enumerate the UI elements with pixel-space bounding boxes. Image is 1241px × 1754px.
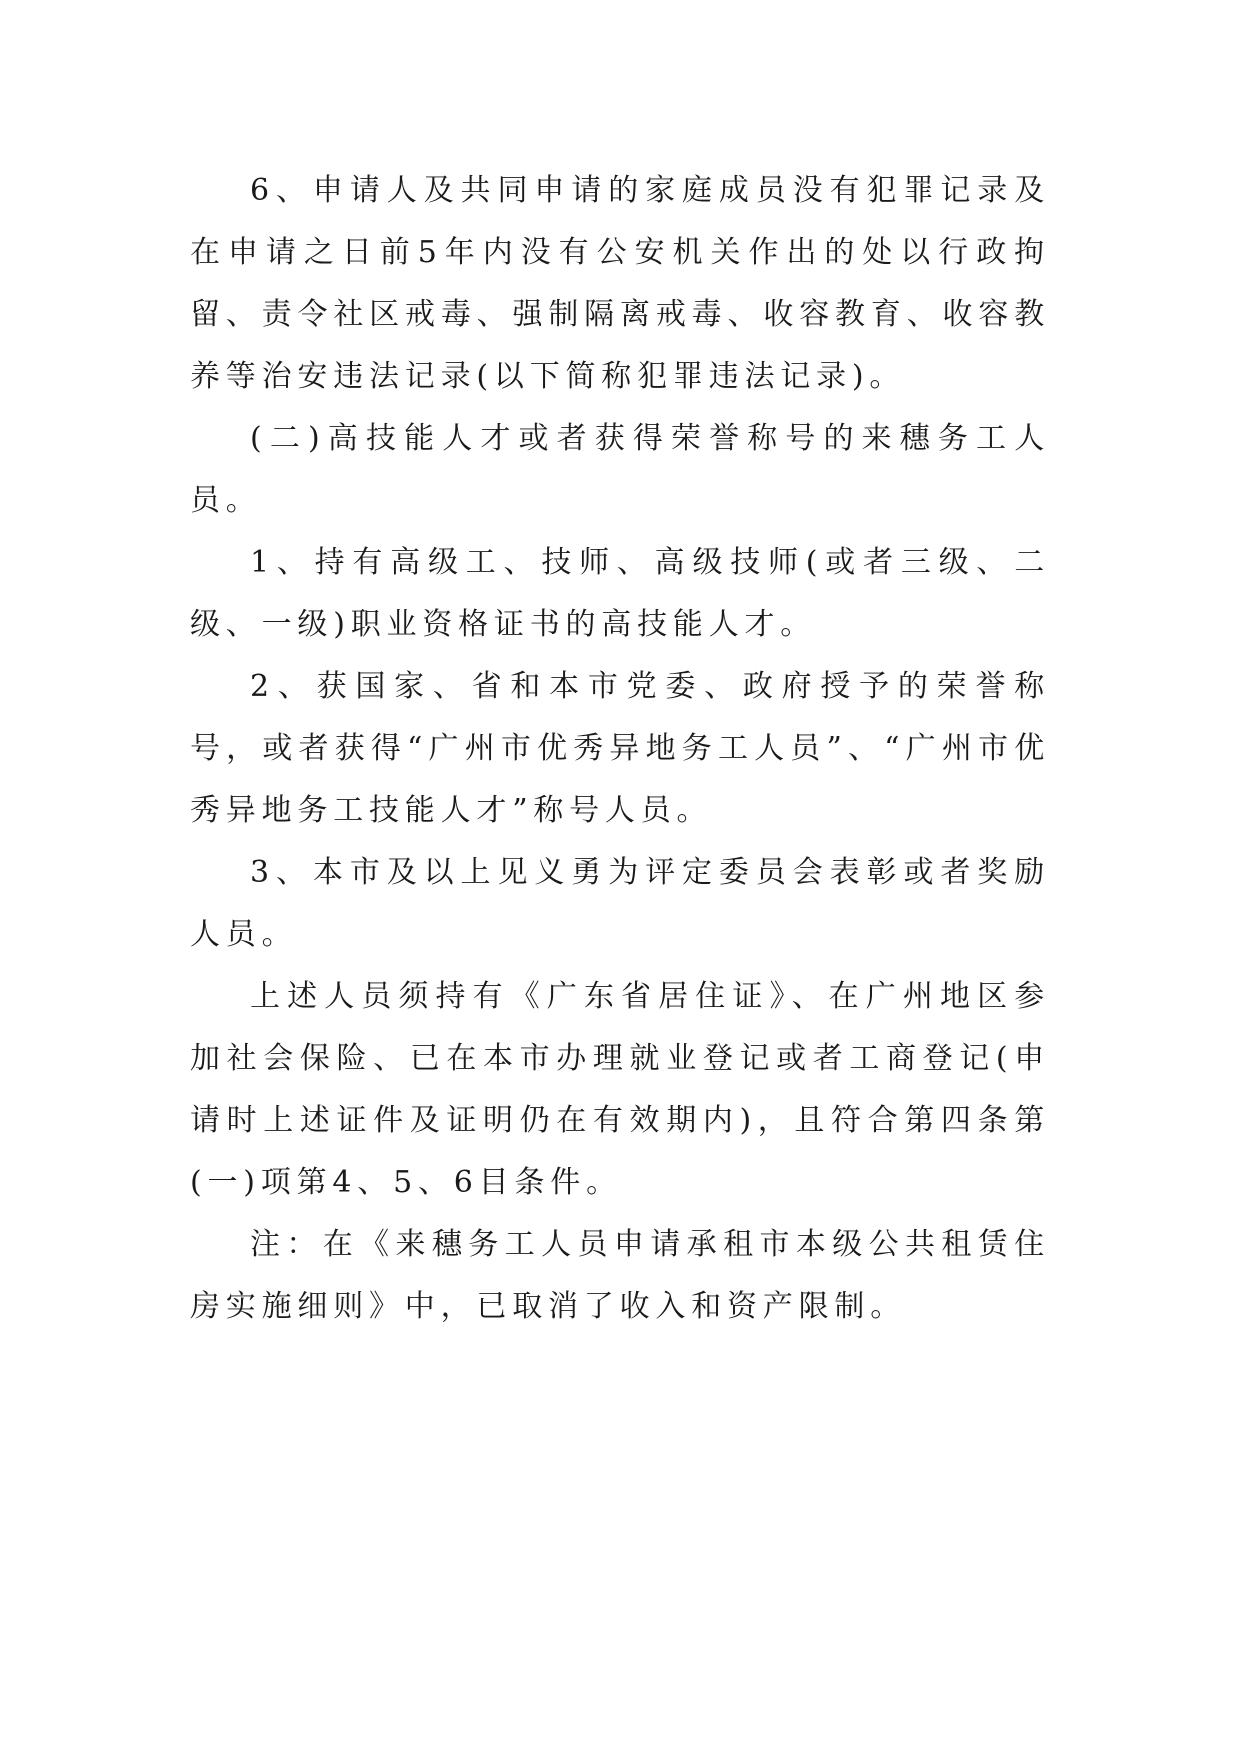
paragraph-item-1-qualification: 1、持有高级工、技师、高级技师(或者三级、二级、一级)职业资格证书的高技能人才。 xyxy=(190,545,1050,642)
paragraph-requirements: 上述人员须持有《广东省居住证》、在广州地区参加社会保险、已在本市办理就业登记或者工商登记(申请时上述证件及证明仍在有效期内)，且符合第四条第(一)项第4、5、6目条件。 xyxy=(190,979,1050,1200)
paragraph-criminal-record-condition: 6、申请人及共同申请的家庭成员没有犯罪记录及在申请之日前5年内没有公安机关作出的处以行政拘留、责令社区戒毒、强制隔离戒毒、收容教育、收容教养等治安违法记录(以下简称犯罪违法记录)。 xyxy=(190,173,1050,394)
paragraph-note: 注：在《来穗务工人员申请承租市本级公共租赁住房实施细则》中，已取消了收入和资产限制。 xyxy=(190,1227,1050,1324)
document-body xyxy=(190,160,1050,1338)
paragraph-item-3-bravery: 3、本市及以上见义勇为评定委员会表彰或者奖励人员。 xyxy=(190,855,1050,952)
paragraph-section-heading-skilled-talent: (二)高技能人才或者获得荣誉称号的来穗务工人员。 xyxy=(190,421,1050,518)
paragraph-item-2-honors: 2、获国家、省和本市党委、政府授予的荣誉称号，或者获得“广州市优秀异地务工人员”、“广州市优秀异地务工技能人才”称号人员。 xyxy=(190,669,1050,828)
